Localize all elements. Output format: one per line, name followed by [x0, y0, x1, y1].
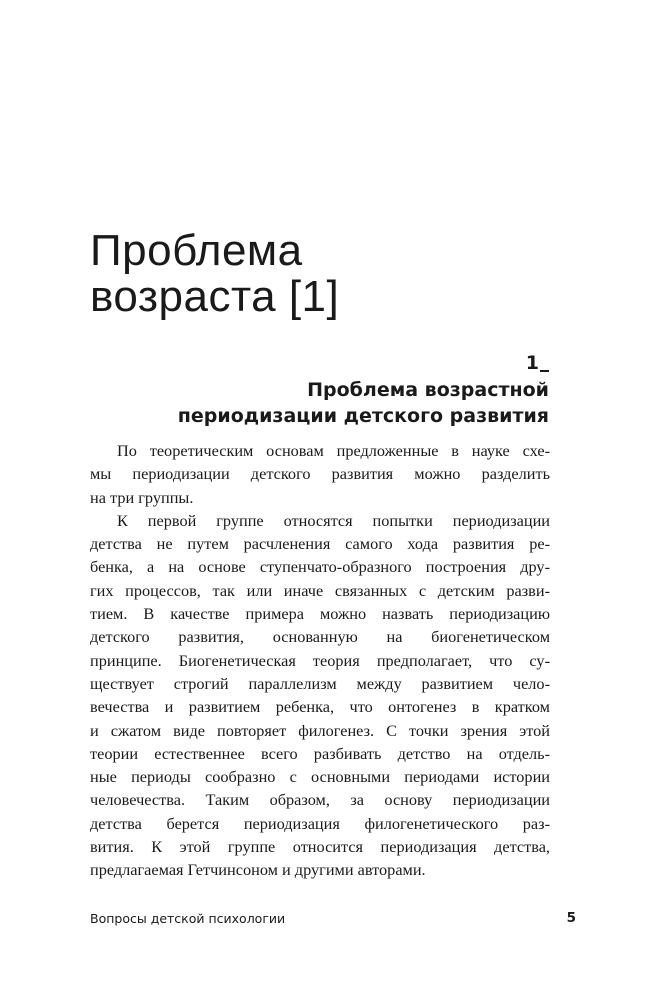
text-line: и сжатом виде повторяет филогенез. С точки зрения этой: [90, 720, 550, 740]
text-line: предлагаемая Гетчинсоном и другими авторами.: [90, 860, 426, 880]
text-line: детского развития, основанную на биогенетическом: [90, 627, 550, 647]
text-line: человечества. Таким образом, за основу периодизации: [90, 790, 550, 810]
text-line: детства берется периодизация филогенетического раз-: [90, 813, 550, 833]
text-line: вечества и развитием ребенка, что онтогенез в кратком: [90, 697, 550, 717]
paragraph: [90, 439, 550, 509]
section-number-value: 1: [525, 352, 539, 374]
text-line: ществует строгий параллелизм между развитием чело-: [90, 673, 550, 693]
text-line: на три группы.: [90, 487, 194, 507]
text-line: бенка, а на основе ступенчато-образного построения дру-: [90, 557, 550, 577]
section-number-underscore: [540, 370, 549, 372]
text-line: гих процессов, так или иначе связанных с детским разви-: [90, 580, 550, 600]
text-line: мы периодизации детского развития можно разделить: [90, 464, 550, 484]
text-line: принципе. Биогенетическая теория предполагает, что су-: [90, 650, 550, 670]
text-line: теории естественнее всего разбивать детство на отдель-: [90, 743, 550, 763]
body-text: [90, 439, 550, 882]
section-heading-line: периодизации детского развития: [177, 405, 549, 427]
section-heading-line: Проблема возрастной: [307, 379, 549, 401]
text-line: детства не путем расчленения самого хода развития ре-: [90, 534, 550, 554]
paragraph: [90, 509, 550, 882]
chapter-title: [90, 228, 570, 320]
text-line: К первой группе относятся попытки периодизации: [117, 510, 550, 530]
text-line: По теоретическим основам предложенные в науке схе-: [117, 441, 550, 460]
text-line: вития. К этой группе относится периодизация детства,: [90, 837, 550, 857]
text-line: тием. В качестве примера можно назвать периодизацию: [90, 604, 550, 624]
chapter-title-line: возраста [1]: [90, 272, 340, 321]
section-number: [526, 352, 549, 374]
section-heading: [79, 377, 549, 429]
text-line: ные периоды сообразно с основными периодами истории: [90, 767, 550, 787]
chapter-title-line: Проблема: [90, 226, 303, 275]
page-number: 5: [566, 910, 576, 926]
running-footer-title: Вопросы детской психологии: [90, 911, 286, 926]
